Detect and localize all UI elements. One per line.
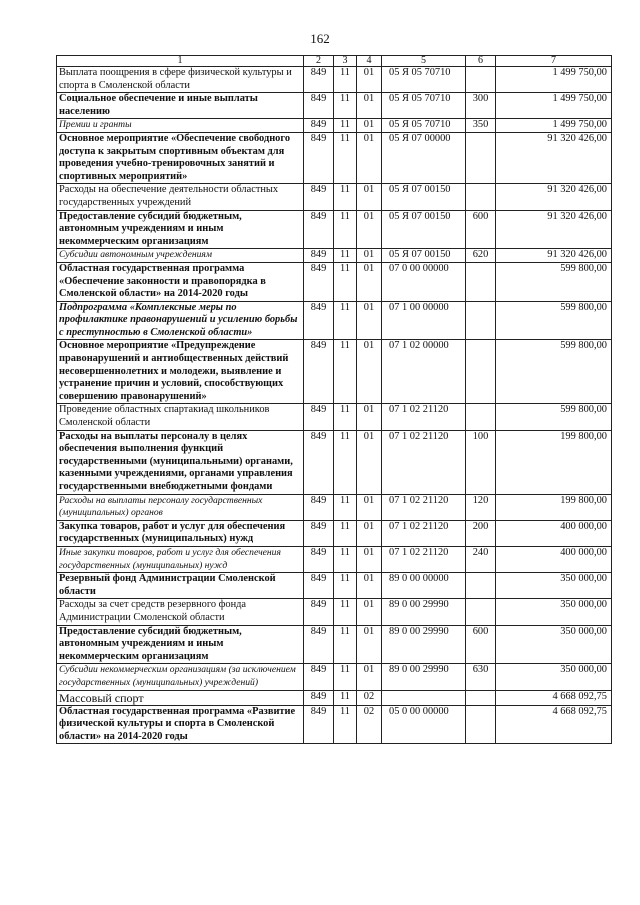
item-name-cell: Областная государственная программа «Обеспечение законности и правопорядка в Смоленской области» на 2014-2020 годы [57,262,304,301]
ministry-code-cell: 849 [304,404,334,430]
ministry-code-cell: 849 [304,249,334,263]
target-article-code-cell: 89 0 00 29990 [382,625,466,664]
section-code-cell: 11 [334,546,357,572]
amount-cell: 4 668 092,75 [496,690,612,705]
expense-type-code-cell [466,67,496,93]
table-row [57,664,612,690]
table-row [57,67,612,93]
table-row [57,520,612,546]
amount-cell: 1 499 750,00 [496,67,612,93]
section-code-cell: 11 [334,119,357,133]
target-article-code-cell: 07 1 02 21120 [382,520,466,546]
ministry-code-cell: 849 [304,340,334,404]
target-article-code-cell [382,690,466,705]
ministry-code-cell: 849 [304,520,334,546]
section-code-cell: 11 [334,664,357,690]
amount-cell: 1 499 750,00 [496,119,612,133]
header-col-5: 5 [382,56,466,67]
section-code-cell: 11 [334,625,357,664]
item-name-cell: Основное мероприятие «Предупреждение правонарушений и антиобщественных действий несовершеннолетних и молодежи, выявление и устранение причин и условий, способствующих совершению правонарушений» [57,340,304,404]
amount-cell: 599 800,00 [496,301,612,340]
expense-type-code-cell [466,301,496,340]
amount-cell: 91 320 426,00 [496,184,612,210]
expense-type-code-cell: 120 [466,494,496,520]
header-col-2: 2 [304,56,334,67]
amount-cell: 199 800,00 [496,430,612,494]
subsection-code-cell: 01 [357,599,382,625]
ministry-code-cell: 849 [304,599,334,625]
item-name-cell: Областная государственная программа «Развитие физической культуры и спорта в Смоленской области» на 2014-2020 годы [57,705,304,744]
subsection-code-cell: 01 [357,119,382,133]
amount-cell: 1 499 750,00 [496,93,612,119]
item-name-cell: Предоставление субсидий бюджетным, автономным учреждениям и иным некоммерческим организациям [57,625,304,664]
table-row [57,249,612,263]
header-row [57,56,612,67]
table-row [57,340,612,404]
expense-type-code-cell: 600 [466,625,496,664]
section-code-cell: 11 [334,404,357,430]
item-name-cell: Закупка товаров, работ и услуг для обеспечения государственных (муниципальных) нужд [57,520,304,546]
target-article-code-cell: 07 1 02 21120 [382,430,466,494]
budget-table [56,55,612,744]
subsection-code-cell: 01 [357,262,382,301]
item-name-cell: Субсидии автономным учреждениям [57,249,304,263]
table-row [57,625,612,664]
section-code-cell: 11 [334,210,357,249]
section-code-cell: 11 [334,67,357,93]
table-row [57,430,612,494]
target-article-code-cell: 05 Я 07 00150 [382,249,466,263]
expense-type-code-cell [466,404,496,430]
target-article-code-cell: 07 1 00 00000 [382,301,466,340]
ministry-code-cell: 849 [304,119,334,133]
section-code-cell: 11 [334,599,357,625]
expense-type-code-cell [466,184,496,210]
subsection-code-cell: 01 [357,546,382,572]
ministry-code-cell: 849 [304,132,334,183]
subsection-code-cell: 01 [357,301,382,340]
section-code-cell: 11 [334,520,357,546]
subsection-code-cell: 01 [357,210,382,249]
section-code-cell: 11 [334,249,357,263]
amount-cell: 91 320 426,00 [496,210,612,249]
target-article-code-cell: 07 1 02 00000 [382,340,466,404]
ministry-code-cell: 849 [304,625,334,664]
subsection-code-cell: 01 [357,625,382,664]
section-code-cell: 11 [334,93,357,119]
table-row [57,705,612,744]
item-name-cell: Социальное обеспечение и иные выплаты населению [57,93,304,119]
ministry-code-cell: 849 [304,573,334,599]
expense-type-code-cell [466,705,496,744]
expense-type-code-cell: 620 [466,249,496,263]
subsection-code-cell: 01 [357,404,382,430]
item-name-cell: Подпрограмма «Комплексные меры по профилактике правонарушений и усилению борьбы с преступностью в Смоленской области» [57,301,304,340]
amount-cell: 350 000,00 [496,599,612,625]
target-article-code-cell: 05 Я 05 70710 [382,119,466,133]
amount-cell: 599 800,00 [496,404,612,430]
amount-cell: 4 668 092,75 [496,705,612,744]
ministry-code-cell: 849 [304,262,334,301]
item-name-cell: Расходы за счет средств резервного фонда Администрации Смоленской области [57,599,304,625]
target-article-code-cell: 07 1 02 21120 [382,546,466,572]
table-row [57,93,612,119]
subsection-code-cell: 02 [357,690,382,705]
ministry-code-cell: 849 [304,430,334,494]
item-name-cell: Расходы на выплаты персоналу в целях обеспечения выполнения функций государственными (муниципальными) органами, казенными учреждениями, органами управления государственными внебюджетными фондами [57,430,304,494]
item-name-cell: Премии и гранты [57,119,304,133]
table-row [57,119,612,133]
expense-type-code-cell: 100 [466,430,496,494]
expense-type-code-cell: 200 [466,520,496,546]
amount-cell: 350 000,00 [496,573,612,599]
target-article-code-cell: 89 0 00 00000 [382,573,466,599]
expense-type-code-cell: 350 [466,119,496,133]
section-code-cell: 11 [334,184,357,210]
expense-type-code-cell [466,262,496,301]
target-article-code-cell: 05 Я 07 00000 [382,132,466,183]
item-name-cell: Основное мероприятие «Обеспечение свободного доступа к закрытым спортивным объектам для проведения учебно-тренировочных занятий и спортивных мероприятий» [57,132,304,183]
amount-cell: 400 000,00 [496,546,612,572]
expense-type-code-cell: 600 [466,210,496,249]
ministry-code-cell: 849 [304,664,334,690]
expense-type-code-cell: 240 [466,546,496,572]
subsection-code-cell: 01 [357,67,382,93]
table-row [57,210,612,249]
expense-type-code-cell [466,132,496,183]
expense-type-code-cell [466,599,496,625]
amount-cell: 400 000,00 [496,520,612,546]
expense-type-code-cell [466,690,496,705]
item-name-cell: Выплата поощрения в сфере физической культуры и спорта в Смоленской области [57,67,304,93]
table-row [57,301,612,340]
amount-cell: 91 320 426,00 [496,132,612,183]
target-article-code-cell: 05 0 00 00000 [382,705,466,744]
table-row [57,404,612,430]
table-row [57,599,612,625]
section-code-cell: 11 [334,301,357,340]
ministry-code-cell: 849 [304,494,334,520]
expense-type-code-cell: 630 [466,664,496,690]
item-name-cell: Проведение областных спартакиад школьников Смоленской области [57,404,304,430]
amount-cell: 599 800,00 [496,262,612,301]
subsection-code-cell: 01 [357,573,382,599]
subsection-code-cell: 01 [357,340,382,404]
ministry-code-cell: 849 [304,210,334,249]
header-col-6: 6 [466,56,496,67]
section-code-cell: 11 [334,494,357,520]
subsection-code-cell: 01 [357,520,382,546]
ministry-code-cell: 849 [304,67,334,93]
item-name-cell: Предоставление субсидий бюджетным, автономным учреждениям и иным некоммерческим организациям [57,210,304,249]
section-code-cell: 11 [334,132,357,183]
table-row [57,690,612,705]
expense-type-code-cell [466,340,496,404]
subsection-code-cell: 01 [357,664,382,690]
subsection-code-cell: 01 [357,184,382,210]
section-code-cell: 11 [334,262,357,301]
target-article-code-cell: 89 0 00 29990 [382,599,466,625]
item-name-cell: Массовый спорт [57,690,304,705]
item-name-cell: Расходы на обеспечение деятельности областных государственных учреждений [57,184,304,210]
target-article-code-cell: 07 0 00 00000 [382,262,466,301]
subsection-code-cell: 01 [357,132,382,183]
ministry-code-cell: 849 [304,690,334,705]
item-name-cell: Субсидии некоммерческим организациям (за исключением государственных (муниципальных) учреждений) [57,664,304,690]
subsection-code-cell: 01 [357,249,382,263]
item-name-cell: Резервный фонд Администрации Смоленской области [57,573,304,599]
amount-cell: 91 320 426,00 [496,249,612,263]
table-row [57,184,612,210]
expense-type-code-cell: 300 [466,93,496,119]
subsection-code-cell: 01 [357,430,382,494]
section-code-cell: 11 [334,690,357,705]
subsection-code-cell: 02 [357,705,382,744]
table-row [57,262,612,301]
target-article-code-cell: 05 Я 07 00150 [382,210,466,249]
expense-type-code-cell [466,573,496,599]
header-col-4: 4 [357,56,382,67]
ministry-code-cell: 849 [304,184,334,210]
table-row [57,132,612,183]
section-code-cell: 11 [334,340,357,404]
amount-cell: 599 800,00 [496,340,612,404]
target-article-code-cell: 05 Я 05 70710 [382,67,466,93]
item-name-cell: Иные закупки товаров, работ и услуг для обеспечения государственных (муниципальных) нужд [57,546,304,572]
ministry-code-cell: 849 [304,301,334,340]
ministry-code-cell: 849 [304,93,334,119]
ministry-code-cell: 849 [304,705,334,744]
section-code-cell: 11 [334,430,357,494]
amount-cell: 350 000,00 [496,625,612,664]
subsection-code-cell: 01 [357,494,382,520]
ministry-code-cell: 849 [304,546,334,572]
amount-cell: 199 800,00 [496,494,612,520]
section-code-cell: 11 [334,705,357,744]
page-number: 162 [310,31,330,46]
subsection-code-cell: 01 [357,93,382,119]
table-row [57,573,612,599]
target-article-code-cell: 05 Я 07 00150 [382,184,466,210]
item-name-cell: Расходы на выплаты персоналу государственных (муниципальных) органов [57,494,304,520]
table-row [57,546,612,572]
target-article-code-cell: 05 Я 05 70710 [382,93,466,119]
section-code-cell: 11 [334,573,357,599]
table-row [57,494,612,520]
table-body [57,67,612,744]
header-col-1: 1 [57,56,304,67]
amount-cell: 350 000,00 [496,664,612,690]
header-col-7: 7 [496,56,612,67]
target-article-code-cell: 89 0 00 29990 [382,664,466,690]
target-article-code-cell: 07 1 02 21120 [382,404,466,430]
header-col-3: 3 [334,56,357,67]
target-article-code-cell: 07 1 02 21120 [382,494,466,520]
